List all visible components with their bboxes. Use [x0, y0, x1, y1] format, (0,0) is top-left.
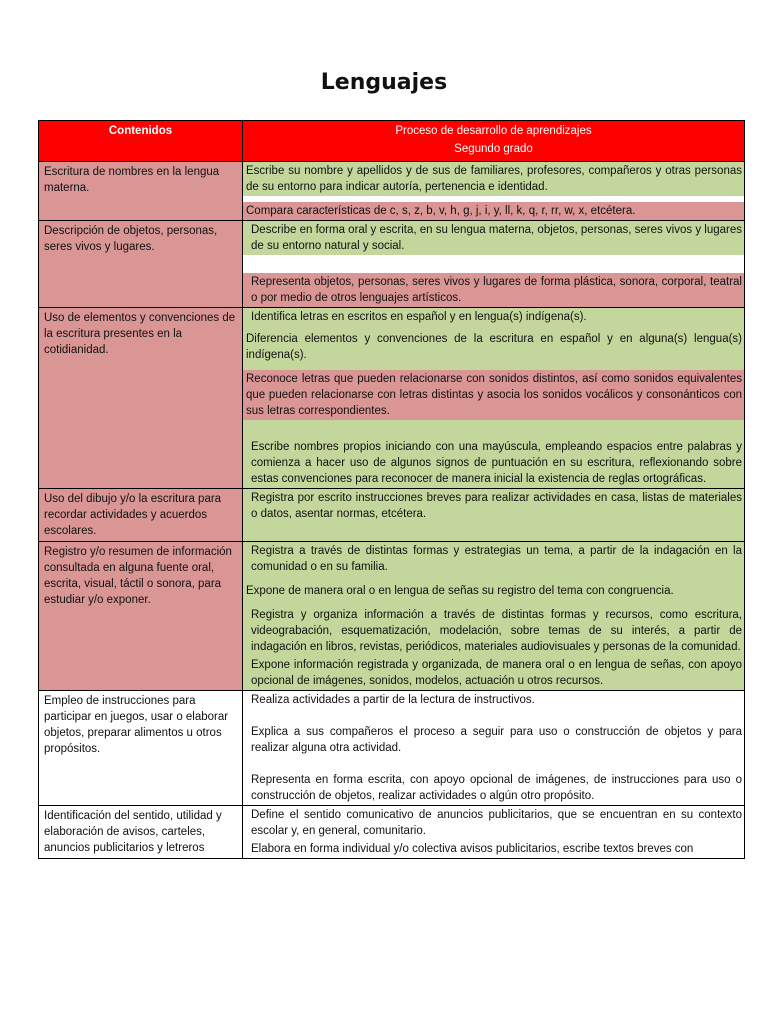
- process-item: Describe en forma oral y escrita, en su lengua materna, objetos, personas, seres vivos y lugares de su entorno natural y social.: [243, 221, 744, 255]
- process-item: Representa en forma escrita, con apoyo opcional de imágenes, de instrucciones para uso o construcción de objetos, realizar actividades o algún otro propósito.: [243, 771, 744, 805]
- table-row: [39, 691, 745, 806]
- process-cell: [243, 221, 745, 308]
- table-row: [39, 542, 745, 691]
- table-row: [39, 806, 745, 859]
- content-cell: Empleo de instrucciones para participar en juegos, usar o elaborar objetos, preparar alimentos u otros propósitos.: [39, 691, 243, 806]
- table-row: [39, 308, 745, 489]
- process-cell: [243, 806, 745, 859]
- process-item: Explica a sus compañeros el proceso a seguir para uso o construcción de objetos y para realizar alguna otra actividad.: [243, 723, 744, 757]
- process-item: Expone de manera oral o en lengua de señas su registro del tema con congruencia.: [243, 582, 744, 600]
- content-cell: Uso de elementos y convenciones de la escritura presentes en la cotidianidad.: [39, 308, 243, 489]
- header-proceso: [243, 121, 745, 162]
- process-item: Compara características de c, s, z, b, v, h, g, j, i, y, ll, k, q, r, rr, w, x, etcétera.: [243, 202, 744, 220]
- header-grade: Segundo grado: [454, 143, 533, 155]
- curriculum-table: [38, 120, 745, 859]
- process-item: Define el sentido comunicativo de anuncios publicitarios, que se encuentran en su contexto escolar y, en general, comunitario.: [243, 806, 744, 840]
- process-cell: [243, 162, 745, 221]
- page-title: Lenguajes: [320, 70, 448, 95]
- table-header-row: [39, 121, 745, 162]
- process-item: Realiza actividades a partir de la lectura de instructivos.: [243, 691, 744, 709]
- table-row: [39, 489, 745, 542]
- process-cell: [243, 691, 745, 806]
- process-item: Diferencia elementos y convenciones de la escritura en español y en alguna(s) lengua(s) indígena(s).: [243, 330, 744, 364]
- process-item: Registra a través de distintas formas y estrategias un tema, a partir de la indagación en la comunidad o en su familia.: [243, 542, 744, 576]
- table-row: [39, 162, 745, 221]
- table-row: [39, 221, 745, 308]
- process-item: Representa objetos, personas, seres vivos y lugares de forma plástica, sonora, corporal, teatral o por medio de otros lenguajes artísticos.: [243, 273, 744, 307]
- process-item: Elabora en forma individual y/o colectiva avisos publicitarios, escribe textos breves con: [243, 840, 744, 858]
- process-cell: [243, 542, 745, 691]
- process-item: Expone información registrada y organizada, de manera oral o en lengua de señas, con apoyo opcional de imágenes, sonidos, modelos, actuación u otros recursos.: [243, 656, 744, 690]
- process-item: Registra y organiza información a través de distintas formas y recursos, como escritura, videograbación, esquematización, modelación, sobre temas de su interés, a partir de indagación en libros, revistas, periódicos, materiales audiovisuales y personas de la comunidad.: [243, 606, 744, 656]
- content-cell: Escritura de nombres en la lengua materna.: [39, 162, 243, 221]
- content-cell: Identificación del sentido, utilidad y elaboración de avisos, carteles, anuncios publicitarios y letreros: [39, 806, 243, 859]
- process-cell: [243, 489, 745, 542]
- process-cell: [243, 308, 745, 489]
- content-cell: Registro y/o resumen de información consultada en alguna fuente oral, escrita, visual, táctil o sonora, para estudiar y/o exponer.: [39, 542, 243, 691]
- process-item: Registra por escrito instrucciones breves para realizar actividades en casa, listas de materiales o datos, asentar normas, etcétera.: [243, 489, 744, 523]
- content-cell: Uso del dibujo y/o la escritura para recordar actividades y acuerdos escolares.: [39, 489, 243, 542]
- process-item: Escribe su nombre y apellidos y de sus de familiares, profesores, compañeros y otras personas de su entorno para indicar autoría, pertenencia e identidad.: [243, 162, 744, 196]
- header-contenidos: Contenidos: [39, 121, 243, 162]
- content-cell: Descripción de objetos, personas, seres vivos y lugares.: [39, 221, 243, 308]
- process-item: Escribe nombres propios iniciando con una mayúscula, empleando espacios entre palabras y comienza a hacer uso de algunos signos de puntuación en su escritura, reflexionando sobre estas convenciones para reconocer de manera inicial la existencia de reglas ortográficas.: [243, 438, 744, 488]
- process-item: Reconoce letras que pueden relacionarse con sonidos distintos, así como sonidos equivalentes que pueden relacionarse con letras distintas y asocia los sonidos vocálicos y consonánticos con sus letras correspondientes.: [243, 370, 744, 420]
- process-item: Identifica letras en escritos en español y en lengua(s) indígena(s).: [243, 308, 744, 326]
- header-proceso-title: Proceso de desarrollo de aprendizajes: [395, 125, 592, 137]
